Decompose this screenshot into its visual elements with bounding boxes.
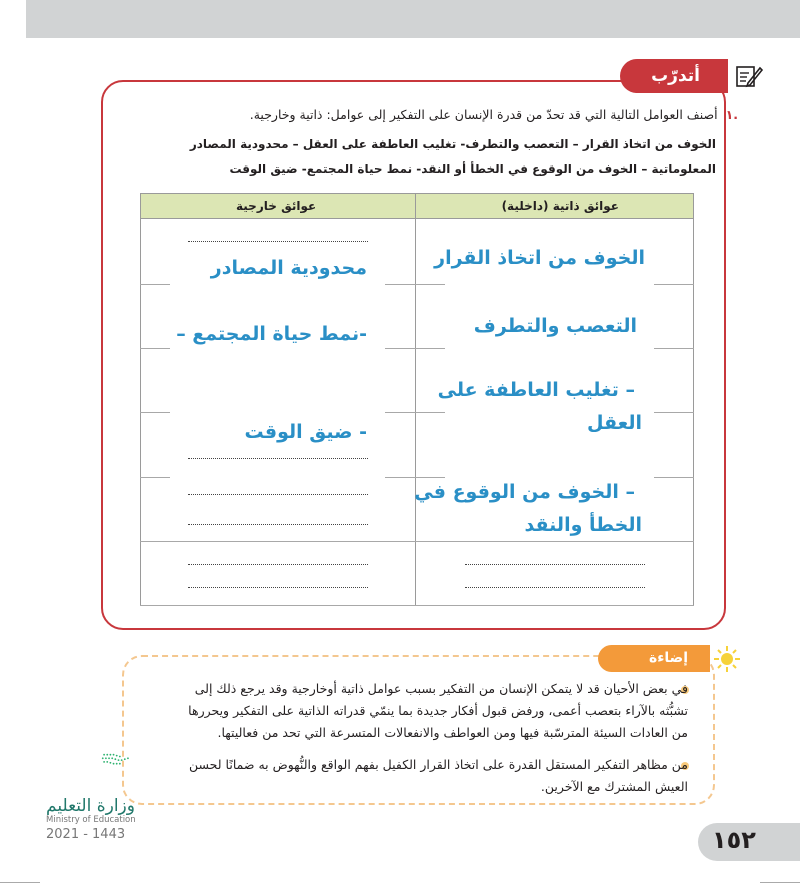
row-line xyxy=(654,412,694,413)
page-number: ١٥٢ xyxy=(712,826,756,854)
dotted-line xyxy=(188,587,368,588)
question-number: .١ xyxy=(725,107,738,122)
paragraph-line: العيش المشترك مع الآخرين. xyxy=(540,779,688,794)
word-bank-line-2: المعلوماتية – الخوف من الوقوع في الخطأ أو النقد- نمط حياة المجتمع- ضيق الوقت xyxy=(229,162,716,176)
ministry-logo-icon xyxy=(44,752,184,797)
illumination-paragraph-2 xyxy=(128,754,688,798)
dotted-line xyxy=(465,587,645,588)
word-bank xyxy=(156,132,716,182)
row-line xyxy=(140,284,170,285)
question xyxy=(138,107,738,122)
question-text: أصنف العوامل التالية التي قد تحدّ من قدرة الإنسان على التفكير إلى عوامل: ذاتية وخارجية. xyxy=(249,107,718,122)
dotted-line xyxy=(188,241,368,242)
dotted-line xyxy=(465,564,645,565)
header-external: عوائق خارجية xyxy=(236,199,317,213)
header-internal: عوائق ذاتية (داخلية) xyxy=(501,199,619,213)
illumination-tab: إضاءة xyxy=(598,645,710,672)
dotted-line xyxy=(188,458,368,459)
ministry-name-english: Ministry of Education xyxy=(46,815,136,825)
answer-internal-3b: العقل xyxy=(586,412,642,434)
dotted-line xyxy=(188,564,368,565)
answer-internal-1: الخوف من اتخاذ القرار xyxy=(434,247,645,269)
table-border-left xyxy=(140,193,141,606)
row-line xyxy=(654,284,694,285)
row-line xyxy=(385,348,445,349)
table-header xyxy=(140,193,694,219)
sun-icon xyxy=(712,644,742,674)
row-line xyxy=(140,412,170,413)
illumination-paragraph-1 xyxy=(128,678,688,744)
paragraph-line: من العادات السيئة المترسّبة فيها ومن العواطف والانفعالات المتسرعة التي تحد من فعاليتها. xyxy=(217,725,688,740)
pencil-note-icon xyxy=(728,60,768,92)
paragraph-line: من مظاهر التفكير المستقل القدرة على اتخاذ القرار الكفيل بفهم الواقع والنُّهوض به ضمانًا لحسن xyxy=(189,757,688,772)
dotted-line xyxy=(188,524,368,525)
paragraph-line: في بعض الأحيان قد لا يتمكن الإنسان من التفكير بسبب عوامل ذاتية أوخارجية وقد يرجع ذلك إلى xyxy=(194,681,688,696)
row-line xyxy=(654,348,694,349)
answer-internal-2: التعصب والتطرف xyxy=(473,315,637,337)
row-line xyxy=(385,412,445,413)
table-border-right xyxy=(693,193,694,606)
table-divider xyxy=(415,193,416,606)
row-line xyxy=(140,348,170,349)
answer-internal-4b: الخطأ والنقد xyxy=(524,514,642,536)
answer-internal-3: – تغليب العاطفة على xyxy=(437,379,635,401)
table-border-bottom xyxy=(140,605,694,606)
answer-external-2: -نمط حياة المجتمع – xyxy=(176,323,367,345)
edition-year: 2021 - 1443 xyxy=(46,827,126,842)
row-line xyxy=(140,477,170,478)
paragraph-line: تشبُّثه بالآراء بتعصب أعمى، ورفض قبول أفكار جديدة بما ينمّي قدراته الذاتية على التفكير ويحررها xyxy=(188,703,688,718)
row-line xyxy=(654,477,694,478)
top-band xyxy=(26,0,800,38)
footer-line xyxy=(0,882,40,883)
row-line xyxy=(385,284,445,285)
answer-external-3: - ضيق الوقت xyxy=(244,421,367,443)
answer-internal-4: – الخوف من الوقوع في xyxy=(414,481,635,503)
answer-external-1: محدودية المصادر xyxy=(210,257,367,279)
dotted-line xyxy=(188,494,368,495)
word-bank-line-1: الخوف من اتخاذ القرار – التعصب والتطرف- تغليب العاطفة على العقل – محدودية المصادر xyxy=(189,137,716,151)
section-tab: أتدرّب xyxy=(620,59,728,93)
footer-line xyxy=(760,882,800,883)
ministry-name-arabic: وزارة التعليم xyxy=(46,796,135,816)
